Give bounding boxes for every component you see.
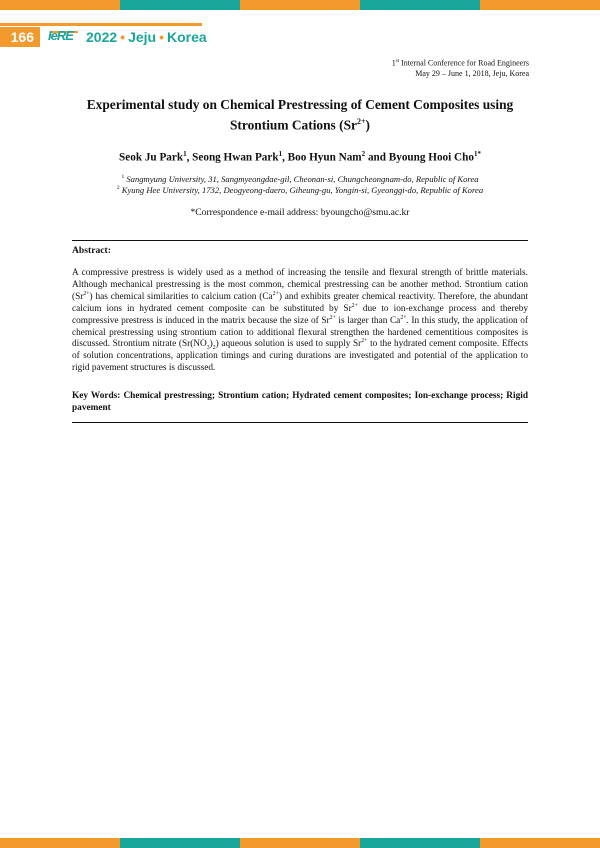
bottom-color-stripe xyxy=(0,838,600,848)
title-superscript: 2+ xyxy=(356,117,366,126)
title-line-2-text: Strontium Cations (Sr xyxy=(229,117,357,133)
author-list xyxy=(72,147,528,165)
title-line-1: Experimental study on Chemical Prestressing of Cement Composites using xyxy=(86,97,514,112)
abstract-superscript: 2+ xyxy=(83,290,90,297)
title-line-2 xyxy=(72,113,528,133)
logo-dot: • xyxy=(159,29,164,45)
stripe-segment xyxy=(0,0,120,10)
abstract-heading: Abstract: xyxy=(72,245,111,256)
abstract-text: ) aqueous solution is used to supply Sr xyxy=(215,339,362,350)
abstract-superscript: 2+ xyxy=(272,290,279,297)
stripe-segment xyxy=(480,0,600,10)
stripe-segment xyxy=(240,0,360,10)
author-separator: , xyxy=(186,151,193,164)
conference-ordinal: 1 xyxy=(391,58,396,68)
abstract-top-rule xyxy=(72,240,528,241)
affiliation-mark: 1 xyxy=(121,174,125,180)
abstract-text: is larger than Ca xyxy=(335,315,401,326)
affiliation-mark: 2 xyxy=(116,185,120,191)
affiliation xyxy=(72,183,528,196)
title-line-2-end: ) xyxy=(365,117,370,133)
conference-logo xyxy=(48,27,207,47)
abstract-text: ) xyxy=(209,339,213,350)
stripe-segment xyxy=(120,838,240,848)
correspondence-email: *Correspondence e-mail address: byoungcho@smu.ac.kr xyxy=(190,207,410,218)
stripe-segment xyxy=(480,838,600,848)
logo-year: 2022 xyxy=(86,29,118,45)
conference-dates: May 29 – June 1, 2018, Jeju, Korea xyxy=(415,68,529,78)
stripe-segment xyxy=(0,838,120,848)
abstract-subscript: 3 xyxy=(206,345,210,352)
affiliation-text: Kyung Hee University, 1732, Deogyeong-daero, Giheung-gu, Yongin-si, Gyeonggi-do, Republic of Korea xyxy=(121,184,484,195)
stripe-segment xyxy=(360,838,480,848)
abstract-text: to the hydrated cement composite. Effects of solution concentrations, application timings and curing durations are investigated and potential of the application to rigid pavement structures is discussed. xyxy=(72,339,528,374)
logo-mark-text: IeRE xyxy=(48,28,73,43)
author-and: and xyxy=(365,151,389,164)
conference-name: Internal Conference for Road Engineers xyxy=(401,58,529,68)
header-rule xyxy=(0,23,202,26)
abstract-text: . In this study, the application of chemical prestressing using strontium cation to additional flexural strengthen the hardened cementitious composites is discussed. Strontium nitrate (Sr(NO xyxy=(72,315,528,350)
abstract-superscript: 2+ xyxy=(400,314,407,321)
stripe-segment xyxy=(120,0,240,10)
author-name: Boo Hyun Nam xyxy=(287,151,362,164)
top-color-stripe xyxy=(0,0,600,10)
abstract-body xyxy=(72,268,528,375)
abstract-superscript: 2+ xyxy=(329,314,336,321)
abstract-superscript: 2+ xyxy=(351,302,358,309)
abstract-superscript: 2+ xyxy=(361,338,368,345)
author-mark: 1 xyxy=(278,150,283,158)
stripe-segment xyxy=(360,0,480,10)
logo-place: Jeju xyxy=(128,29,157,45)
author-mark: 2 xyxy=(361,150,366,158)
paper-title xyxy=(72,96,528,133)
author-separator: , xyxy=(282,151,288,164)
logo-mark xyxy=(48,29,80,45)
logo-country: Korea xyxy=(166,29,207,45)
affiliation-text: Sangmyung University, 31, Sangmyeongdae-gil, Cheonan-si, Chungcheongnam-do, Republic of Korea xyxy=(126,173,479,184)
abstract-text: due to ion-exchange process and thereby compressive prestress is induced in the matrix because the size of Sr xyxy=(72,303,528,326)
abstract-text: A compressive prestress is widely used as a method of increasing the tensile and flexural strength of brittle materials. Although mechanical prestressing is the most common, chemical prestressing can be another method. Strontium cation (Sr xyxy=(72,268,528,302)
abstract-text: ) has chemical similarities to calcium cation (Ca xyxy=(89,291,273,302)
abstract-text: ) and exhibits greater chemical reactivity. Therefore, the abundant calcium ions in hydrated cement composite can be substituted by Sr xyxy=(72,291,529,314)
logo-dot: • xyxy=(120,29,126,45)
conference-ordinal-suffix: st xyxy=(395,59,400,64)
author-mark: 1 xyxy=(183,150,187,158)
author-mark: 1* xyxy=(473,150,481,158)
conference-name-line xyxy=(392,57,529,69)
stripe-segment xyxy=(240,838,360,848)
author-name: Seok Ju Park xyxy=(119,151,184,164)
author-name: Seong Hwan Park xyxy=(192,151,279,164)
keywords: Key Words: Chemical prestressing; Strontium cation; Hydrated cement composites; Ion-exchange process; Rigid pavement xyxy=(72,391,528,413)
abstract-subscript: 2 xyxy=(212,345,216,352)
conference-info xyxy=(392,57,529,79)
page-number: 166 xyxy=(0,27,40,47)
author-name: Byoung Hooi Cho xyxy=(388,151,474,164)
keywords-bottom-rule xyxy=(72,422,528,423)
